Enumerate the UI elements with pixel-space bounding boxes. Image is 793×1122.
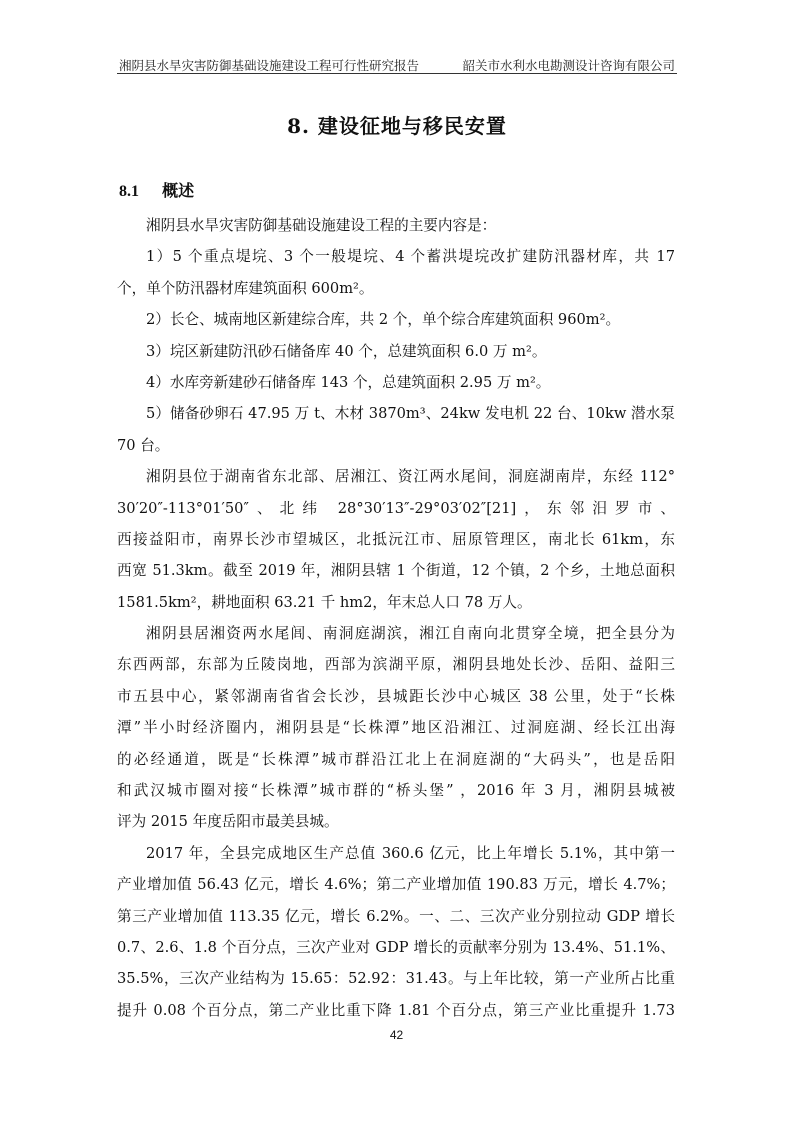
paragraph-line: 5）储备砂卵石 47.95 万 t、木材 3870m³、24kw 发电机 22 台、10kw 潜水泵	[146, 405, 675, 423]
paragraph-line: 3）垸区新建防汛砂石储备库 40 个，总建筑面积 6.0 万 m²。	[146, 342, 547, 360]
paragraph-line: 潭”半小时经济圈内，湘阴县是“长株潭”地区沿湘江、过洞庭湖、经长江出海	[117, 719, 675, 737]
paragraph-line: 和武汉城市圈对接“长株潭”城市群的“桥头堡” ，2016 年 3 月，湘阴县城被	[117, 782, 675, 800]
paragraph-line: 4）水库旁新建砂石储备库 143 个，总建筑面积 2.95 万 m²。	[146, 373, 551, 391]
paragraph-line: 2）长仑、城南地区新建综合库，共 2 个，单个综合库建筑面积 960m²。	[146, 311, 621, 329]
paragraph-line: 评为 2015 年度岳阳市最美县城。	[117, 813, 339, 831]
paragraph-line: 30′20″-113°01′50″、北纬 28°30′13″-29°03′02″[21]，东邻汨罗市、	[117, 499, 675, 517]
paragraph-line: 西接益阳市，南界长沙市望城区，北抵沅江市、屈原管理区，南北长 61km，东	[117, 530, 675, 548]
paragraph-line: 湘阴县水旱灾害防御基础设施建设工程的主要内容是：	[146, 217, 497, 234]
paragraph-line: 1）5 个重点堤垸、3 个一般堤垸、4 个蓄洪堤垸改扩建防汛器材库，共 17	[146, 248, 675, 266]
paragraph-line: 的必经通道，既是“长株潭”城市群沿江北上在洞庭湖的“大码头”，也是岳阳	[117, 750, 675, 768]
paragraph-line: 1581.5km²，耕地面积 63.21 千 hm2，年末总人口 78 万人。	[117, 593, 532, 611]
paragraph-line: 2017 年，全县完成地区生产总值 360.6 亿元，比上年增长 5.1%，其中第一	[146, 844, 675, 862]
paragraph-line: 湘阴县居湘资两水尾闾、南洞庭湖滨，湘江自南向北贯穿全境，把全县分为	[146, 625, 675, 643]
paragraph-line: 提升 0.08 个百分点，第二产业比重下降 1.81 个百分点，第三产业比重提升 1.73	[117, 1001, 675, 1019]
page-number: 42	[389, 1028, 404, 1042]
section-heading	[119, 178, 194, 201]
body-text	[117, 210, 675, 1026]
section-title: 概述	[162, 181, 195, 200]
section-number: 8.1	[119, 183, 139, 200]
header-company-name: 韶关市水利水电勘测设计咨询有限公司	[462, 58, 675, 73]
paragraph-line: 产业增加值 56.43 亿元，增长 4.6%；第二产业增加值 190.83 万元，增长 4.7%；	[117, 876, 675, 894]
paragraph-line: 35.5%，三次产业结构为 15.65：52.92：31.43。与上年比较，第一产业所占比重	[117, 970, 675, 988]
paragraph-line: 第三产业增加值 113.35 亿元，增长 6.2%。一、二、三次产业分别拉动 GDP 增长	[117, 907, 675, 925]
paragraph-line: 西宽 51.3km。截至 2019 年，湘阴县辖 1 个街道，12 个镇，2 个乡，土地总面积	[117, 562, 675, 580]
chapter-title: 8. 建设征地与移民安置	[287, 114, 507, 138]
paragraph-line: 湘阴县位于湖南省东北部、居湘江、资江两水尾间，洞庭湖南岸，东经 112°	[146, 468, 675, 486]
paragraph-line: 个，单个防汛器材库建筑面积 600m²。	[117, 279, 374, 297]
paragraph-line: 70 台。	[117, 436, 170, 454]
paragraph-line: 市五县中心，紧邻湖南省省会长沙，县城距长沙中心城区 38 公里，处于“长株	[117, 687, 675, 705]
paragraph-line: 0.7、2.6、1.8 个百分点，三次产业对 GDP 增长的贡献率分别为 13.4%、51.1%、	[117, 938, 675, 956]
header-report-title: 湘阴县水旱灾害防御基础设施建设工程可行性研究报告	[119, 58, 420, 73]
header-divider	[117, 73, 677, 74]
paragraph-line: 东西两部，东部为丘陵岗地，西部为滨湖平原，湘阴县地处长沙、岳阳、益阳三	[117, 656, 675, 674]
